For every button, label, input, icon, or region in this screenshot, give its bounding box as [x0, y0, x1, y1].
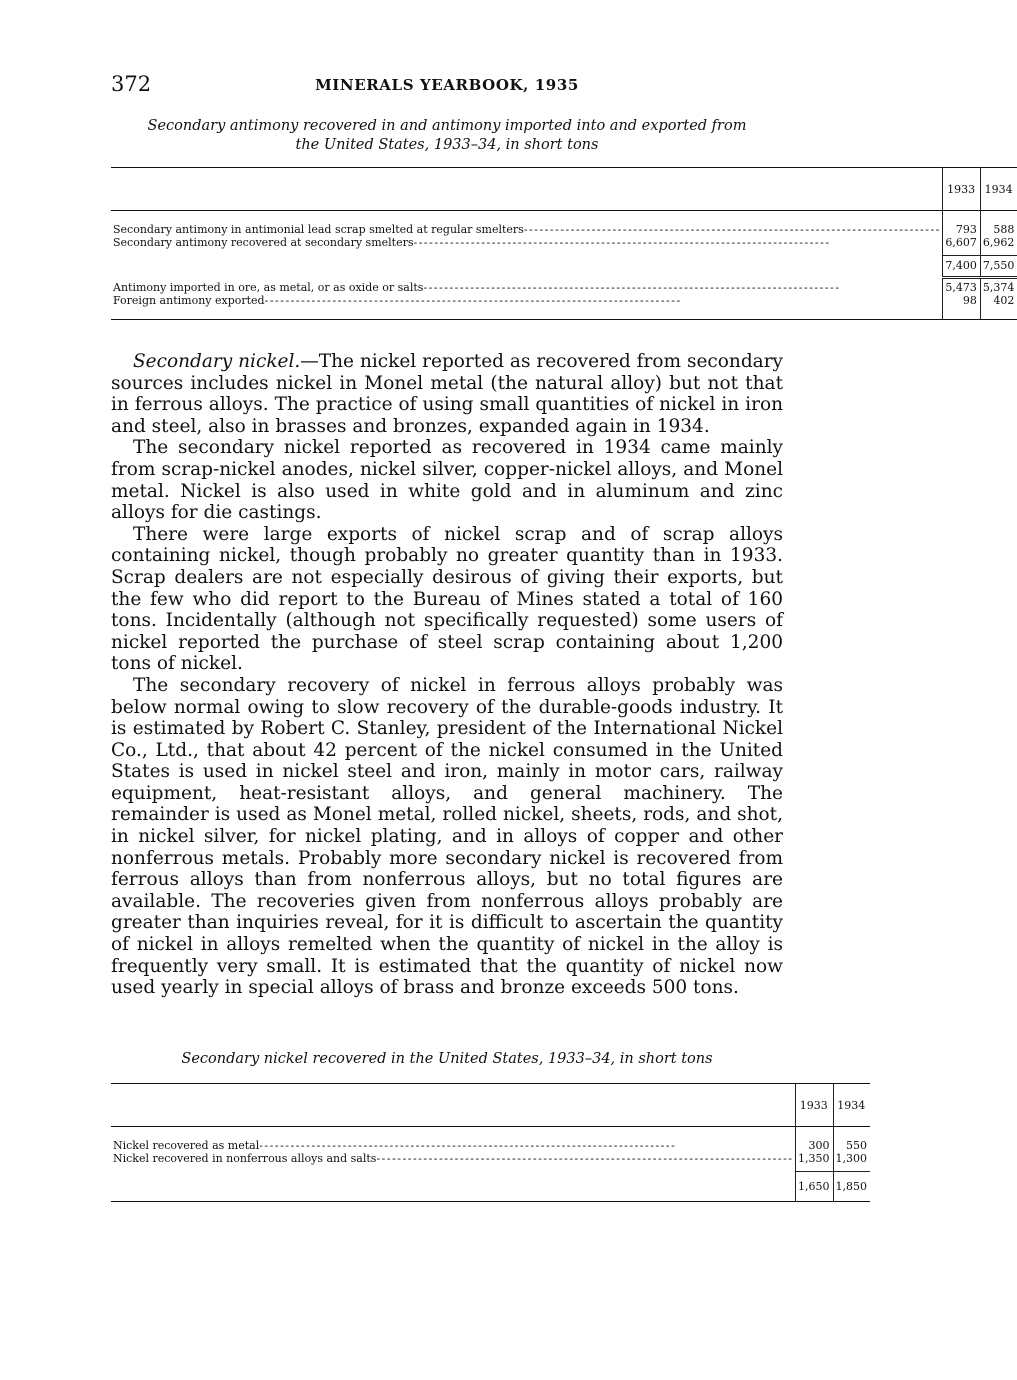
row-label: Secondary antimony in antimonial lead scrap smelted at regular smelters - - - [113, 223, 938, 236]
cell-1934: 1,300 [833, 1152, 870, 1165]
cell-1934: 402 [980, 294, 1017, 320]
table-row [111, 281, 1017, 294]
table-header-row [111, 1084, 870, 1127]
antimony-table [111, 167, 1017, 320]
paragraph: The secondary recovery of nickel in ferrous alloys probably was below normal owing to slow recovery of the durable-goods industry. It is estimated by Robert C. Stanley, president of the International Nickel Co., Ltd., that about 42 percent of the nickel consumed in the United States is used in nickel steel and iron, mainly in motor cars, railway equipment, heat-resistant alloys, and general machinery. The remainder is used as Monel metal, rolled nickel, sheets, rods, and shot, in nickel silver, for nickel plating, and in alloys of copper and other nonferrous metals. Probably more secondary nickel is recovered from ferrous alloys than from nonferrous alloys, but no total figures are available. The recoveries given from nonferrous alloys probably are greater than inquiries reveal, for it is difficult to ascertain the quantity of nickel in alloys remelted when the quantity of nickel in the alloy is frequently very small. It is estimated that the quantity of nickel now used yearly in special alloys of brass and bronze exceeds 500 tons. [111, 674, 783, 999]
section-lead: Secondary nickel. [133, 351, 301, 372]
row-label: Nickel recovered in nonferrous alloys and salts - - - [113, 1152, 791, 1165]
paragraph: Secondary nickel.—The nickel reported as recovered from secondary sources includes nickel in Monel metal (the natural alloy) but not that in ferrous alloys. The practice of using small quantities of nickel in iron and steel, also in brasses and bronzes, expanded again in 1934. [111, 351, 783, 437]
table-row [111, 1152, 870, 1165]
total-row [111, 255, 1017, 277]
page-header [111, 72, 783, 102]
cell-1934: 588 [980, 223, 1017, 236]
col-header-1933: 1933 [796, 1084, 834, 1127]
cell-1934: 6,962 [980, 236, 1017, 249]
total-1933: 7,400 [943, 255, 981, 277]
row-label: Secondary antimony recovered at secondary smelters - - - [113, 236, 938, 249]
total-1934: 1,850 [833, 1171, 870, 1202]
page-number: 372 [111, 72, 152, 96]
row-label: Antimony imported in ore, as metal, or as oxide or salts - - - [113, 281, 938, 294]
col-header-1934: 1934 [980, 168, 1017, 211]
table1-caption [111, 117, 783, 155]
table1-caption-line1: Secondary antimony recovered in and antimony imported into and exported from [147, 118, 747, 134]
table-row [111, 294, 1017, 320]
cell-1933: 1,350 [796, 1152, 834, 1165]
row-label: Foreign antimony exported - - - [113, 294, 938, 307]
col-header-1934: 1934 [833, 1084, 870, 1127]
cell-1933: 793 [943, 223, 981, 236]
header-blank [111, 168, 943, 211]
header-blank [111, 1084, 796, 1127]
cell-1934: 5,374 [980, 281, 1017, 294]
paragraph: The secondary nickel reported as recovered in 1934 came mainly from scrap-nickel anodes, nickel silver, copper-nickel alloys, and Monel metal. Nickel is also used in white gold and in aluminum and zinc alloys for die castings. [111, 437, 783, 524]
table1-caption-line2: the United States, 1933–34, in short tons [295, 137, 599, 153]
table2-caption: Secondary nickel recovered in the United States, 1933–34, in short tons [181, 1051, 713, 1067]
cell-1933: 6,607 [943, 236, 981, 249]
col-header-1933: 1933 [943, 168, 981, 211]
cell-1933: 5,473 [943, 281, 981, 294]
nickel-table [111, 1083, 870, 1202]
cell-1934: 550 [833, 1139, 870, 1152]
total-1934: 7,550 [980, 255, 1017, 277]
cell-1933: 98 [943, 294, 981, 320]
row-label: Nickel recovered as metal - - - [113, 1139, 791, 1152]
table-row [111, 223, 1017, 236]
table-spacer [111, 1127, 870, 1140]
table-row [111, 1139, 870, 1152]
table-header-row [111, 168, 1017, 211]
total-row [111, 1171, 870, 1202]
running-title: MINERALS YEARBOOK, 1935 [315, 76, 579, 94]
table-spacer [111, 211, 1017, 224]
paragraph: There were large exports of nickel scrap and of scrap alloys containing nickel, though probably no greater quantity than in 1933. Scrap dealers are not especially desirous of giving their exports, but the few who did report to the Bureau of Mines stated a total of 160 tons. Incidentally (although not specifically requested) some users of nickel reported the purchase of steel scrap containing about 1,200 tons of nickel. [111, 523, 783, 675]
body-text [111, 351, 783, 999]
total-1933: 1,650 [796, 1171, 834, 1202]
cell-1933: 300 [796, 1139, 834, 1152]
table-row [111, 236, 1017, 249]
